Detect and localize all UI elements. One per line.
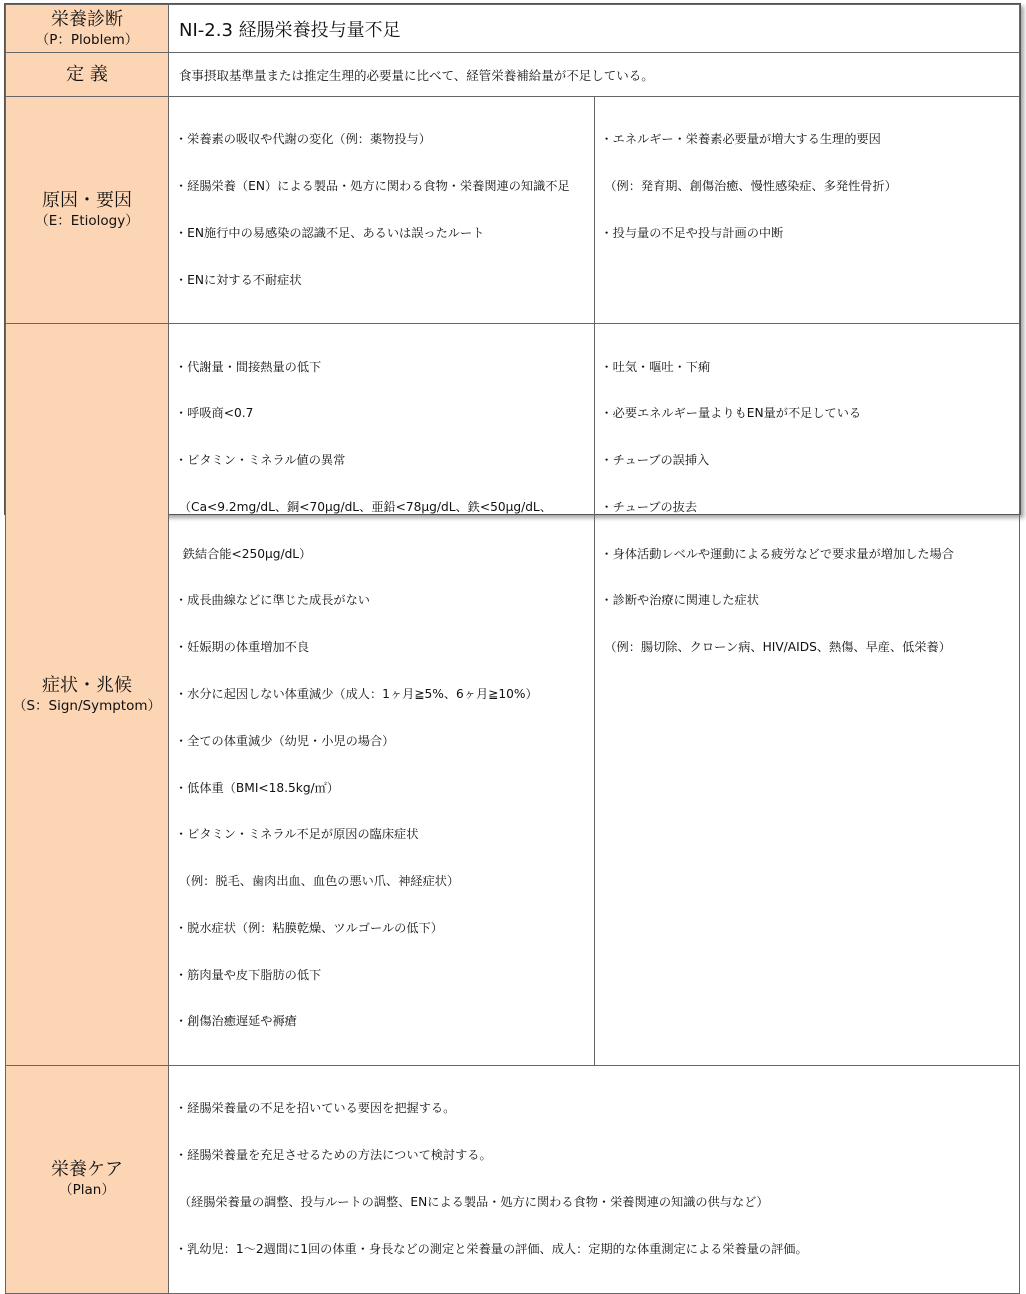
list-item: （例：発育期、創傷治癒、慢性感染症、多発性骨折）	[600, 178, 897, 193]
list-item: ・水分に起因しない体重減少（成人：1ヶ月≧5%、6ヶ月≧10%）	[175, 686, 538, 701]
etiology-row	[6, 97, 1020, 324]
list-item: ・代謝量・間接熱量の低下	[175, 359, 322, 374]
list-item: ・経腸栄養量の不足を招いている要因を把握する。	[175, 1101, 456, 1116]
list-item: ・必要エネルギー量よりもEN量が不足している	[600, 406, 862, 421]
symptom-right-list	[594, 324, 1020, 1066]
symptom-header-cell	[6, 324, 169, 1066]
symptom-header-label: 症状・兆候	[42, 674, 132, 696]
list-item: ・成長曲線などに準じた成長がない	[175, 593, 370, 608]
list-item: ・栄養素の吸収や代謝の変化（例：薬物投与）	[175, 132, 431, 147]
list-item: （経腸栄養量の調整、投与ルートの調整、ENによる製品・処方に関わる食物・栄養関連の知識の供与など）	[175, 1194, 769, 1209]
list-item: ・エネルギー・栄養素必要量が増大する生理的要因	[600, 132, 881, 147]
list-item: ・乳幼児：1～2週間に1回の体重・身長などの測定と栄養量の評価、成人：定期的な体重測定による栄養量の評価。	[175, 1241, 808, 1256]
nutrition-diagnosis-table	[5, 4, 1020, 1294]
list-item: ・脱水症状（例：粘膜乾燥、ツルゴールの低下）	[175, 920, 443, 935]
definition-header-cell	[6, 53, 169, 97]
list-item: ・低体重（BMI<18.5kg/㎡）	[175, 780, 340, 795]
diagnosis-title: NI-2.3 経腸栄養投与量不足	[169, 5, 1020, 53]
list-item: ・チューブの抜去	[600, 499, 698, 514]
definition-text: 食事摂取基準量または推定生理的必要量に比べて、経管栄養補給量が不足している。	[169, 53, 1020, 97]
list-item: （例：脱毛、歯肉出血、血色の悪い爪、神経症状）	[175, 874, 460, 889]
list-item: ・呼吸商<0.7	[175, 406, 254, 421]
list-item: ・吐気・嘔吐・下痢	[600, 359, 711, 374]
list-item: ・筋肉量や皮下脂肪の低下	[175, 967, 322, 982]
plan-list	[169, 1066, 1020, 1293]
list-item: ・経腸栄養（EN）による製品・処方に関わる食物・栄養関連の知識不足	[175, 178, 570, 193]
plan-header-sublabel: （Plan）	[59, 1182, 115, 1199]
list-item: ・全ての体重減少（幼児・小児の場合）	[175, 733, 395, 748]
title-header-label: 栄養診断	[51, 8, 123, 30]
list-item: ・創傷治癒遅延や褥瘡	[175, 1014, 297, 1029]
title-header-cell	[6, 5, 169, 53]
plan-header-label: 栄養ケア	[51, 1159, 123, 1181]
title-row	[6, 5, 1020, 53]
list-item: ・診断や治療に関連した症状	[600, 593, 759, 608]
list-item: ・ENに対する不耐症状	[175, 272, 302, 287]
title-header-sublabel: （P：Ploblem）	[35, 31, 139, 48]
list-item: ・妊娠期の体重増加不良	[175, 640, 310, 655]
list-item: ・投与量の不足や投与計画の中断	[600, 225, 784, 240]
plan-header-cell	[6, 1066, 169, 1293]
etiology-header-sublabel: （E：Etiology）	[35, 213, 139, 230]
etiology-header-label: 原因・要因	[42, 190, 132, 212]
list-item: ・チューブの誤挿入	[600, 453, 710, 468]
definition-row	[6, 53, 1020, 97]
etiology-left-list	[169, 97, 595, 324]
definition-header-label: 定 義	[66, 63, 108, 85]
list-item: ・EN施行中の易感染の認識不足、あるいは誤ったルート	[175, 225, 485, 240]
etiology-header-cell	[6, 97, 169, 324]
list-item: 鉄結合能<250μg/dL）	[175, 546, 312, 561]
symptom-left-list	[169, 324, 595, 1066]
plan-row	[6, 1066, 1020, 1293]
list-item: ・経腸栄養量を充足させるための方法について検討する。	[175, 1148, 492, 1163]
etiology-right-list	[594, 97, 1020, 324]
list-item: （Ca<9.2mg/dL、銅<70μg/dL、亜鉛<78μg/dL、鉄<50μg/dL、	[175, 499, 552, 514]
nutrition-diagnosis-table-frame	[4, 3, 1021, 1256]
symptom-header-sublabel: （S：Sign/Symptom）	[12, 697, 162, 714]
symptom-row	[6, 324, 1020, 1066]
list-item: ・身体活動レベルや運動による疲労などで要求量が増加した場合	[600, 546, 954, 561]
list-item: ・ビタミン・ミネラル不足が原因の臨床症状	[175, 827, 419, 842]
list-item: （例：腸切除、クローン病、HIV/AIDS、熱傷、早産、低栄養）	[600, 640, 951, 655]
list-item: ・ビタミン・ミネラル値の異常	[175, 453, 346, 468]
